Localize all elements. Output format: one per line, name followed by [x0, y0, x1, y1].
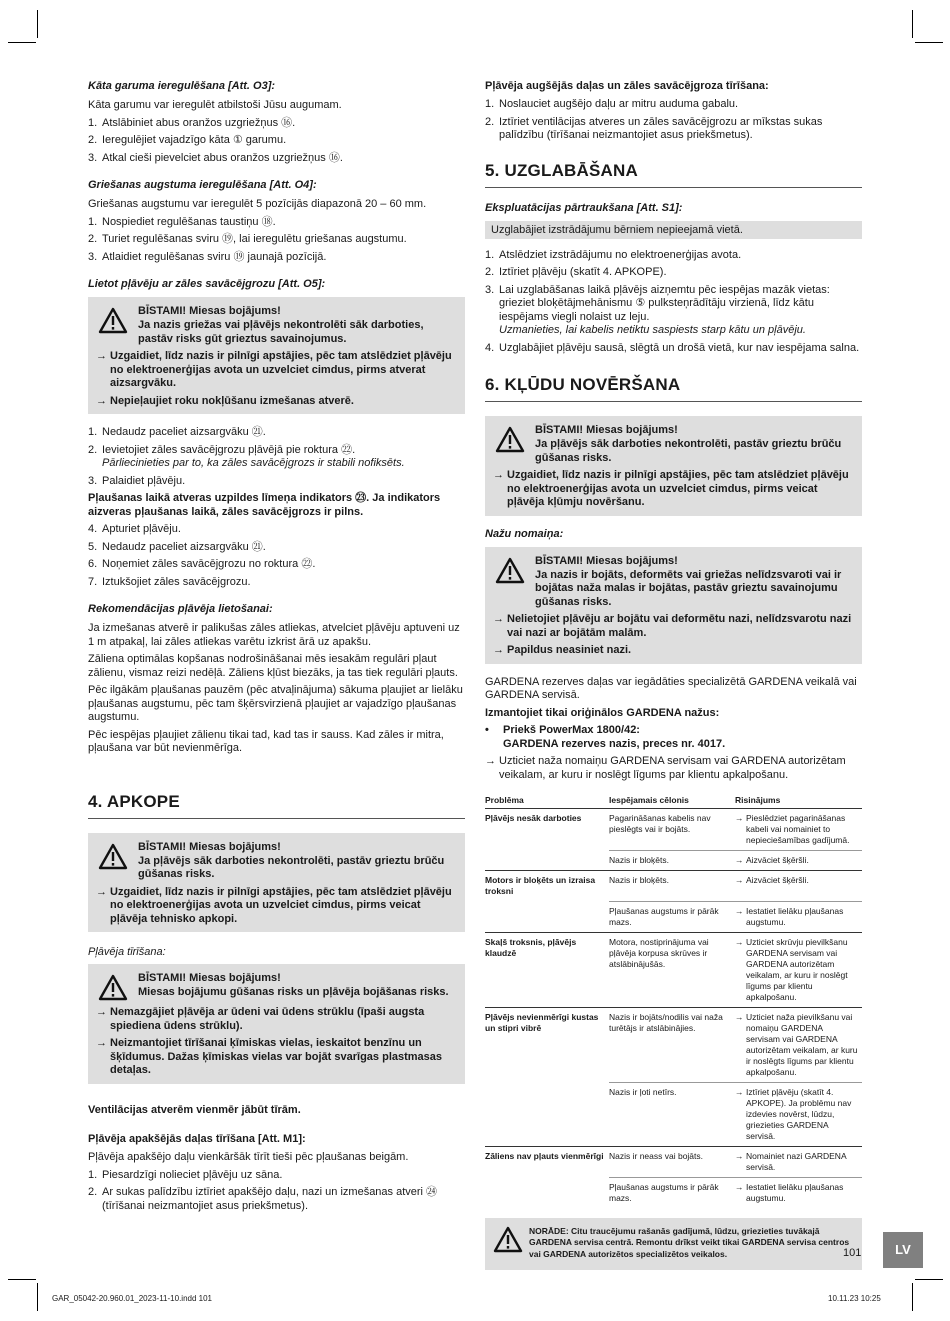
- table-cell-problem: [485, 851, 609, 871]
- solution-text: Aizvāciet šķēršli.: [746, 875, 809, 885]
- paragraph: GARDENA rezerves daļas var iegādāties specializētā GARDENA veikalā vai GARDENA servisā.: [485, 675, 857, 701]
- table-cell-cause: Pļaušanas augstums ir pārāk mazs.: [609, 901, 735, 932]
- paragraph: Zāliena optimālas kopšanas nodrošināšanai mēs iesakām regulāri pļaut zālienu, vismaz reizi nedēļā. Zāliens kļūst biezāks, ja tas tiek regulāri pļauts.: [88, 653, 458, 679]
- table-header-cell: Risinājums: [735, 792, 862, 809]
- list-item: 5. Nedaudz paceliet aizsargvāku ㉑.: [88, 540, 266, 553]
- list-item: 7. Iztukšojiet zāles savācējgrozu.: [88, 575, 251, 588]
- page-number: 101: [843, 1247, 862, 1259]
- warning-action: → Nepieļaujiet roku nokļūšanu izmešanas atverē.: [96, 394, 354, 407]
- chapter-heading: 5. UZGLABĀŠANA: [485, 161, 862, 188]
- solution-text: Pieslēdziet pagarināšanas kabeli vai nomainiet to nepieciešamības gadījumā.: [746, 813, 850, 845]
- warning-box: [485, 416, 862, 516]
- steps-list: [88, 117, 465, 166]
- table-cell-problem: Pļāvējs nevienmērīgi kustas un stipri vibrē: [485, 1007, 609, 1082]
- warning-action: → Uzgaidiet, līdz nazis ir pilnīgi apstājies, pēc tam atslēdziet pļāvēju no elektroenerģijas avota un uzvelciet cimdus, pirms atverat aizsargvāku.: [96, 350, 452, 389]
- table-cell-problem: [485, 1177, 609, 1208]
- warning-box: [88, 964, 465, 1084]
- table-row: [485, 932, 862, 1007]
- solution-text: Iestatiet lielāku pļaušanas augstumu.: [746, 905, 844, 927]
- warning-action: → Uzgaidiet, līdz nazis ir pilnīgi apstājies, pēc tam atslēdziet pļāvēju no elektroenerģijas avota un uzvelciet cimdus, pirms veicat pļāvēja tehnisko apkopi.: [96, 885, 452, 925]
- table-cell-problem: [485, 901, 609, 932]
- table-cell-problem: Pļāvējs nesāk darboties: [485, 813, 582, 823]
- list-item: 1. Noslauciet augšējo daļu ar mitru auduma gabalu.: [485, 98, 739, 110]
- steps-list: [88, 426, 465, 488]
- footer-date: 10.11.23 10:25: [828, 1294, 881, 1303]
- section-title: Lietot pļāvēju ar zāles savācējgrozu [Att. O5]:: [88, 278, 326, 290]
- step-note: Uzmanieties, lai kabelis netiktu saspiests starp kātu un pļāvēju.: [499, 324, 806, 336]
- list-item: 3. Atlaidiet regulēšanas sviru ⑲ jaunajā pozīcijā.: [88, 250, 327, 263]
- table-header-cell: Iespējamais cēlonis: [609, 792, 735, 809]
- table-cell-cause: Pļaušanas augstums ir pārāk mazs.: [609, 1177, 735, 1208]
- note-box: [485, 1218, 862, 1270]
- warning-text: Ja pļāvējs sāk darboties nekontrolēti, pastāv grieztu brūču gūšanas risks.: [138, 854, 445, 880]
- solution-text: Uzticiet naža pievilkšanu vai nomaiņu GARDENA servisam vai GARDENA autorizētam veikalam, ar kuru ir noslēgts līgums par klientu apkalpošanu.: [746, 1011, 858, 1077]
- list-item: 3. Lai uzglabāšanas laikā pļāvējs aizņemtu pēc iespējas mazāk vietas: grieziet bloķētājmehānismu ⑤ pulksteņrādītāju virzienā, līdz kātu iespējams viegli nolaist uz leju. Uzmanieties, lai kabelis netiktu saspiests starp kātu un pļāvēju.: [485, 283, 830, 336]
- list-item: 3. Palaidiet pļāvēju.: [88, 474, 186, 487]
- warning-box: [88, 297, 465, 414]
- table-row: [485, 1177, 862, 1208]
- step-note: Pārliecinieties par to, ka zāles savācējgrozs ir stabili nofiksēts.: [102, 457, 405, 469]
- table-cell-cause: Nazis ir ļoti netīrs.: [609, 1082, 735, 1146]
- section-title: Ekspluatācijas pārtraukšana [Att. S1]:: [485, 201, 683, 214]
- table-cell-solution: [735, 1177, 862, 1208]
- section-title: Kāta garuma ieregulēšana [Att. O3]:: [88, 80, 276, 92]
- warning-box: [485, 547, 862, 664]
- table-row: [485, 1007, 862, 1082]
- crop-mark: [912, 1283, 913, 1311]
- table-cell-solution: [735, 1082, 862, 1146]
- warning-text: Ja nazis ir bojāts, deformēts vai griežas nelīdzsvaroti vai ir bojātas naža malas ir bojātas, pastāv grieztu savainojumu gūšanas risks.: [535, 568, 842, 608]
- table-cell-problem: Motors ir bloķēts un izraisa troksni: [485, 871, 609, 902]
- note-text: NORĀDE: Citu traucējumu rašanās gadījumā, lūdzu, griezieties tuvākajā GARDENA servisa centrā. Remontu drīkst veikt tikai GARDENA servisa centros vai GARDENA autorizētos specializētos veikalos.: [529, 1225, 850, 1259]
- section-title: Rekomendācijas pļāvēja lietošanai:: [88, 603, 273, 615]
- warning-title: BĪSTAMI! Miesas bojājums!: [138, 305, 281, 317]
- paragraph: Pēc iespējas pļaujiet zālienu tikai tad, kad tas ir sauss. Kad zāles ir mitra, pļaušana var būt nevienmērīga.: [88, 728, 444, 754]
- table-cell-solution: [735, 851, 862, 871]
- arrow-icon: →: [735, 1086, 744, 1097]
- table-cell-solution: [735, 1146, 862, 1177]
- list-item: 2. Iztīriet ventilācijas atveres un zāles savācējgrozu ar mīkstas sukas palīdzību (tīrīšanai neizmantojiet asus priekšmetus).: [485, 115, 823, 141]
- crop-mark: [37, 10, 38, 38]
- arrow-icon: →: [735, 1150, 744, 1161]
- warning-triangle-icon: [493, 1226, 523, 1253]
- table-row: [485, 1082, 862, 1146]
- table-row: [485, 851, 862, 871]
- solution-text: Iestatiet lielāku pļaušanas augstumu.: [746, 1181, 844, 1203]
- table-cell-cause: Nazis ir neass vai bojāts.: [609, 1146, 735, 1177]
- table-row: [485, 871, 862, 902]
- steps-list: [485, 249, 862, 356]
- section-title: Griešanas augstuma ieregulēšana [Att. O4]:: [88, 179, 317, 191]
- arrow-paragraph: → Uzticiet naža nomaiņu GARDENA servisam vai GARDENA autorizētam veikalam, ar kuru ir noslēgt līgums par klientu apkalpošanu.: [485, 755, 846, 781]
- table-cell-problem: Skaļš troksnis, pļāvējs klaudzē: [485, 932, 609, 1007]
- steps-list: [88, 1169, 465, 1214]
- steps-list: [485, 98, 862, 143]
- bullet-item: • Priekš PowerMax 1800/42: GARDENA rezerves nazis, preces nr. 4017.: [485, 724, 726, 750]
- warning-action: → Nemazgājiet pļāvēja ar ūdeni vai ūdens strūklu (īpaši augsta spiediena ūdens strūklu).: [96, 1006, 425, 1032]
- table-header-row: [485, 792, 862, 809]
- list-item: 2. Iztīriet pļāvēju (skatīt 4. APKOPE).: [485, 266, 667, 278]
- section-title: Pļāvēja tīrīšana:: [88, 946, 166, 958]
- paragraph: Ventilācijas atverēm vienmēr jābūt tīrām.: [88, 1103, 301, 1116]
- warning-box: [88, 833, 465, 933]
- table-cell-problem: Zāliens nav pļauts vienmērīgi: [485, 1146, 609, 1177]
- arrow-icon: →: [735, 905, 744, 916]
- warning-action: → Papildus neasiniet nazi.: [493, 644, 632, 656]
- paragraph: Pļāvēja apakšējo daļu vienkāršāk tīrīt tieši pēc pļaušanas beigām.: [88, 1151, 409, 1163]
- arrow-icon: →: [735, 936, 744, 947]
- list-item: 1. Nedaudz paceliet aizsargvāku ㉑.: [88, 426, 266, 438]
- warning-title: BĪSTAMI! Miesas bojājums!: [535, 424, 678, 436]
- warning-text: Ja nazis griežas vai pļāvējs nekontrolēti sāk darboties, pastāv risks gūt grieztus savainojumus.: [138, 319, 424, 345]
- table-cell-solution: [735, 932, 862, 1007]
- list-item: 4. Uzglabājiet pļāvēju sausā, slēgtā un drošā vietā, kur nav iespējama salna.: [485, 341, 860, 354]
- list-item: 1. Nospiediet regulēšanas taustiņu ⑱.: [88, 215, 276, 228]
- list-item: 1. Piesardzīgi nolieciet pļāvēju uz sāna.: [88, 1168, 283, 1181]
- section-title: Pļāvēja augšējās daļas un zāles savācējgroza tīrīšana:: [485, 80, 769, 92]
- warning-text: Ja pļāvējs sāk darboties nekontrolēti, pastāv grieztu brūču gūšanas risks.: [535, 438, 842, 464]
- table-cell-solution: [735, 1007, 862, 1082]
- language-tab: LV: [883, 1232, 923, 1268]
- steps-list: [88, 523, 465, 589]
- arrow-icon: →: [735, 1181, 744, 1192]
- chapter-heading: 4. APKOPE: [88, 792, 465, 819]
- paragraph: Izmantojiet tikai oriģinālos GARDENA nažus:: [485, 706, 720, 719]
- arrow-icon: →: [735, 855, 744, 865]
- warning-action: → Neizmantojiet tīrīšanai ķīmiskas vielas, ieskaitot benzīnu un šķīdumus. Dažas ķīmiskas vielas var bojāt svarīgas plastmasas detaļas.: [96, 1037, 443, 1076]
- list-item: 3. Atkal cieši pievelciet abus oranžos uzgriežņus ⑯.: [88, 151, 343, 164]
- solution-text: Nomainiet nazi GARDENA servisā.: [746, 1150, 847, 1172]
- paragraph: Pļaušanas laikā atveras uzpildes līmeņa indikators ㉓. Ja indikators aizveras pļaušanas laikā, zāles savācējgrozs ir pilns.: [88, 492, 441, 518]
- table-cell-problem: [485, 1082, 609, 1146]
- table-row: [485, 1146, 862, 1177]
- list-item: 1. Atslābiniet abus oranžos uzgriežņus ⑯.: [88, 116, 296, 129]
- note-box: Uzglabājiet izstrādājumu bērniem nepieejamā vietā.: [485, 221, 862, 239]
- arrow-icon: →: [735, 875, 744, 885]
- table-row: [485, 901, 862, 932]
- table-cell-solution: [735, 901, 862, 932]
- paragraph: Pēc ilgākām pļaušanas pauzēm (pēc atvaļinājuma) sākuma pļaujiet ar lielāku pļaušanas augstumu, pēc tam šķērsvirzienā pļaujiet ar vajadzīgo pļaušanas augstumu.: [88, 684, 463, 723]
- solution-text: Uzticiet skrūvju pievilkšanu GARDENA servisam vai GARDENA autorizētam veikalam, ar kuru ir noslēgt līgums par klientu apkalpošanu.: [746, 936, 848, 1002]
- list-item: 1. Atslēdziet izstrādājumu no elektroenerģijas avota.: [485, 248, 742, 261]
- list-item: 2. Ievietojiet zāles savācējgrozu pļāvējā pie roktura ㉒. Pārliecinieties par to, ka zāles savācējgrozs ir stabili nofiksēts.: [88, 443, 405, 469]
- warning-triangle-icon: [495, 426, 525, 453]
- warning-triangle-icon: [98, 974, 128, 1001]
- solution-text: Aizvāciet šķēršli.: [746, 855, 809, 865]
- crop-mark: [8, 1279, 36, 1280]
- crop-mark: [8, 42, 36, 43]
- table-cell-cause: Nazis ir bojāts/nodilis vai naža turētājs ir atslābinājies.: [609, 1007, 735, 1082]
- list-item: 6. Noņemiet zāles savācējgrozu no roktura ㉒.: [88, 558, 316, 570]
- right-column: [485, 80, 862, 1270]
- section-title: Pļāvēja apakšējās daļas tīrīšana [Att. M1]:: [88, 1133, 306, 1145]
- list-item: 2. Ar sukas palīdzību iztīriet apakšējo daļu, nazi un izmešanas atveri ㉔ (tīrīšanai neizmantojiet asus priekšmetus).: [88, 1186, 438, 1212]
- steps-list: [88, 216, 465, 265]
- table-header-cell: Problēma: [485, 792, 609, 809]
- warning-triangle-icon: [98, 843, 128, 870]
- warning-triangle-icon: [495, 557, 525, 584]
- warning-triangle-icon: [98, 307, 128, 334]
- warning-text: Miesas bojājumu gūšanas risks un pļāvēja bojāšanas risks.: [138, 986, 449, 998]
- table-cell-solution: [735, 809, 862, 851]
- list-item: 2. Ieregulējiet vajadzīgo kāta ① garumu.: [88, 134, 287, 146]
- arrow-icon: →: [735, 1011, 744, 1022]
- troubleshooting-table: [485, 792, 862, 1208]
- table-cell-solution: [735, 871, 862, 902]
- crop-mark: [37, 1283, 38, 1311]
- warning-title: BĪSTAMI! Miesas bojājums!: [535, 554, 678, 567]
- arrow-icon: →: [735, 813, 744, 823]
- warning-title: BĪSTAMI! Miesas bojājums!: [138, 840, 281, 853]
- table-row: [485, 809, 862, 851]
- section-title: Nažu nomaiņa:: [485, 527, 564, 540]
- list-item: 4. Apturiet pļāvēju.: [88, 523, 181, 535]
- paragraph: Griešanas augstumu var ieregulēt 5 pozīcijās diapazonā 20 – 60 mm.: [88, 198, 427, 210]
- table-cell-cause: Motora, nostiprinājuma vai pļāvēja korpusa skrūves ir atslābinājušās.: [609, 932, 735, 1007]
- warning-action: → Uzgaidiet, līdz nazis ir pilnīgi apstājies, pēc tam atslēdziet pļāvēju no elektroenerģijas avota un uzvelciet cimdus, pirms veicat pļāvēja kļūmju novēršanu.: [493, 469, 849, 508]
- table-cell-cause: Pagarināšanas kabelis nav pieslēgts vai ir bojāts.: [609, 813, 711, 834]
- crop-mark: [915, 1279, 943, 1280]
- crop-mark: [912, 10, 913, 38]
- paragraph: Kāta garumu var ieregulēt atbilstoši Jūsu augumam.: [88, 99, 342, 111]
- warning-action: → Nelietojiet pļāvēju ar bojātu vai deformētu nazi, nelīdzsvarotu nazi vai nazi ar bojātām malām.: [493, 613, 852, 639]
- solution-text: Iztīriet pļāvēju (skatīt 4. APKOPE). Ja problēmu nav izdevies novērst, lūdzu, griezieties GARDENA servisā.: [746, 1086, 852, 1141]
- table-cell-cause: Nazis ir bloķēts.: [609, 851, 735, 871]
- footer-filename: GAR_05042-20.960.01_2023-11-10.indd 101: [52, 1294, 212, 1303]
- paragraph: Ja izmešanas atverē ir palikušas zāles atliekas, atvelciet pļāvēju aptuveni uz 1 m atpakaļ, lai zāles atliekas varētu izkrist ārā uz apakšu.: [88, 622, 460, 648]
- left-column: [88, 80, 465, 1217]
- warning-title: BĪSTAMI! Miesas bojājums!: [138, 972, 281, 984]
- crop-mark: [915, 42, 943, 43]
- table-cell-cause: Nazis ir bloķēts.: [609, 871, 735, 902]
- list-item: 2. Turiet regulēšanas sviru ⑲, lai ieregulētu griešanas augstumu.: [88, 233, 407, 245]
- chapter-heading: 6. KĻŪDU NOVĒRŠANA: [485, 375, 862, 402]
